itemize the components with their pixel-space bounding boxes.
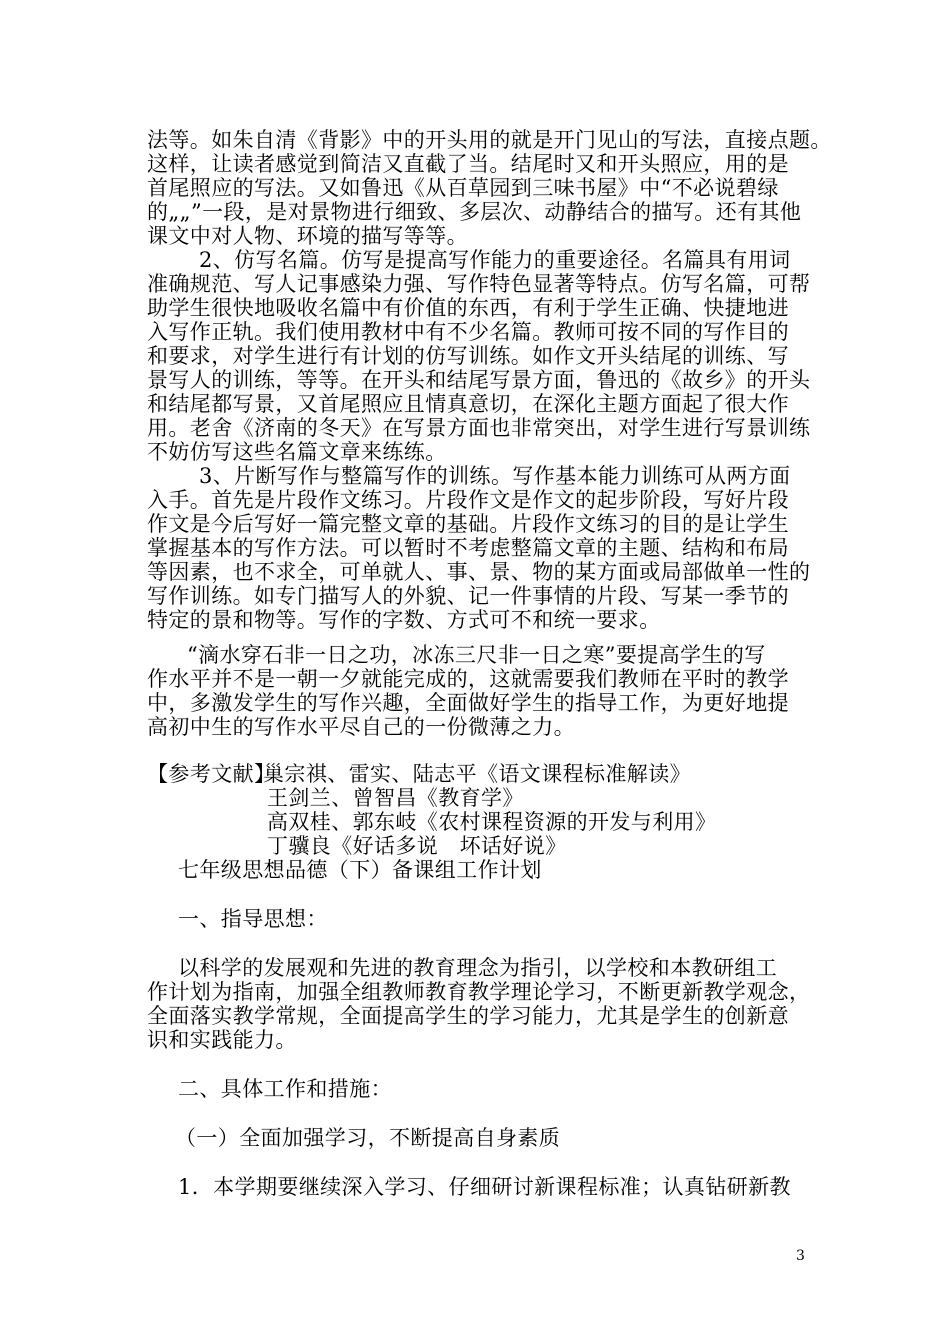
text-line: 准确规范、写人记事感染力强、写作特色显著等特点。仿写名篇，可帮 bbox=[147, 272, 811, 296]
text-line: 掌握基本的写作方法。可以暂时不考虑整篇文章的主题、结构和布局 bbox=[147, 536, 789, 560]
text-line: 作文是今后写好一篇完整文章的基础。片段作文练习的目的是让学生 bbox=[147, 512, 789, 536]
text-line: 1．本学期要继续深入学习、仔细研讨新课程标准；认真钻研新教 bbox=[178, 1175, 791, 1199]
plan-title: 七年级思想品德（下）备课组工作计划 bbox=[178, 858, 542, 882]
text-line: 作水平并不是一朝一夕就能完成的，这就需要我们教师在平时的教学 bbox=[147, 667, 789, 691]
text-line: 等因素，也不求全，可单就人、事、景、物的某方面或局部做单一性的 bbox=[147, 560, 811, 584]
text-line: 写作训练。如专门描写人的外貌、记一件事情的片段、写某一季节的 bbox=[147, 584, 789, 608]
text-line: 这样，让读者感觉到简洁又直截了当。结尾时又和开头照应，用的是 bbox=[147, 152, 789, 176]
section-heading: 一、指导思想： bbox=[178, 907, 328, 931]
subsection-heading: （一）全面加强学习，不断提高自身素质 bbox=[175, 1126, 561, 1150]
text-line: 以科学的发展观和先进的教育理念为指引，以学校和本教研组工 bbox=[178, 956, 778, 980]
text-line: 的„„”一段，是对景物进行细致、多层次、动静结合的描写。还有其他 bbox=[147, 200, 802, 224]
text-line: 不妨仿写这些名篇文章来练练。 bbox=[147, 440, 447, 464]
section-heading: 二、具体工作和措施： bbox=[178, 1077, 392, 1101]
text-line: 高初中生的写作水平尽自己的一份微薄之力。 bbox=[147, 715, 575, 739]
text-line: 首尾照应的写法。又如鲁迅《从百草园到三味书屋》中“不必说碧绿 bbox=[147, 176, 779, 200]
text-line: 助学生很快地吸收名篇中有价值的东西，有利于学生正确、快捷地进 bbox=[147, 296, 789, 320]
reference-item: 王剑兰、曾智昌《教育学》 bbox=[267, 786, 524, 810]
text-line: 用。老舍《济南的冬天》在写景方面也非常突出，对学生进行写景训练 bbox=[147, 416, 811, 440]
text-line: 3、片断写作与整篇写作的训练。写作基本能力训练可从两方面 bbox=[199, 464, 791, 488]
page-number: 3 bbox=[796, 1248, 805, 1264]
text-line: 识和实践能力。 bbox=[147, 1028, 297, 1052]
text-line: 全面落实教学常规，全面提高学生的学习能力，尤其是学生的创新意 bbox=[147, 1004, 789, 1028]
reference-item: 巢宗祺、雷实、陆志平《语文课程标准解读》 bbox=[263, 762, 691, 786]
text-line: 2、仿写名篇。仿写是提高写作能力的重要途径。名篇具有用词 bbox=[199, 248, 791, 272]
text-line: 景写人的训练，等等。在开头和结尾写景方面，鲁迅的《故乡》的开头 bbox=[147, 368, 811, 392]
text-line: “滴水穿石非一日之功，冰冻三尺非一日之寒”要提高学生的写 bbox=[187, 643, 766, 667]
references-label: 【参考文献】 bbox=[147, 762, 276, 786]
text-line: 课文中对人物、环境的描写等等。 bbox=[147, 224, 468, 248]
text-line: 入写作正轨。我们使用教材中有不少名篇。教师可按不同的写作目的 bbox=[147, 320, 789, 344]
text-line: 法等。如朱自清《背影》中的开头用的就是开门见山的写法，直接点题。 bbox=[147, 128, 832, 152]
text-line: 和结尾都写景，又首尾照应且情真意切，在深化主题方面起了很大作 bbox=[147, 392, 789, 416]
reference-item: 高双桂、郭东岐《农村课程资源的开发与利用》 bbox=[267, 810, 717, 834]
text-line: 作计划为指南，加强全组教师教育教学理论学习，不断更新教学观念， bbox=[147, 980, 811, 1004]
text-line: 特定的景和物等。写作的字数、方式可不和统一要求。 bbox=[147, 608, 661, 632]
reference-item: 丁骥良《好话多说 坏话好说》 bbox=[267, 834, 567, 858]
text-line: 入手。首先是片段作文练习。片段作文是作文的起步阶段，写好片段 bbox=[147, 488, 789, 512]
text-line: 和要求，对学生进行有计划的仿写训练。如作文开头结尾的训练、写 bbox=[147, 344, 789, 368]
text-line: 中，多激发学生的写作兴趣，全面做好学生的指导工作，为更好地提 bbox=[147, 691, 789, 715]
